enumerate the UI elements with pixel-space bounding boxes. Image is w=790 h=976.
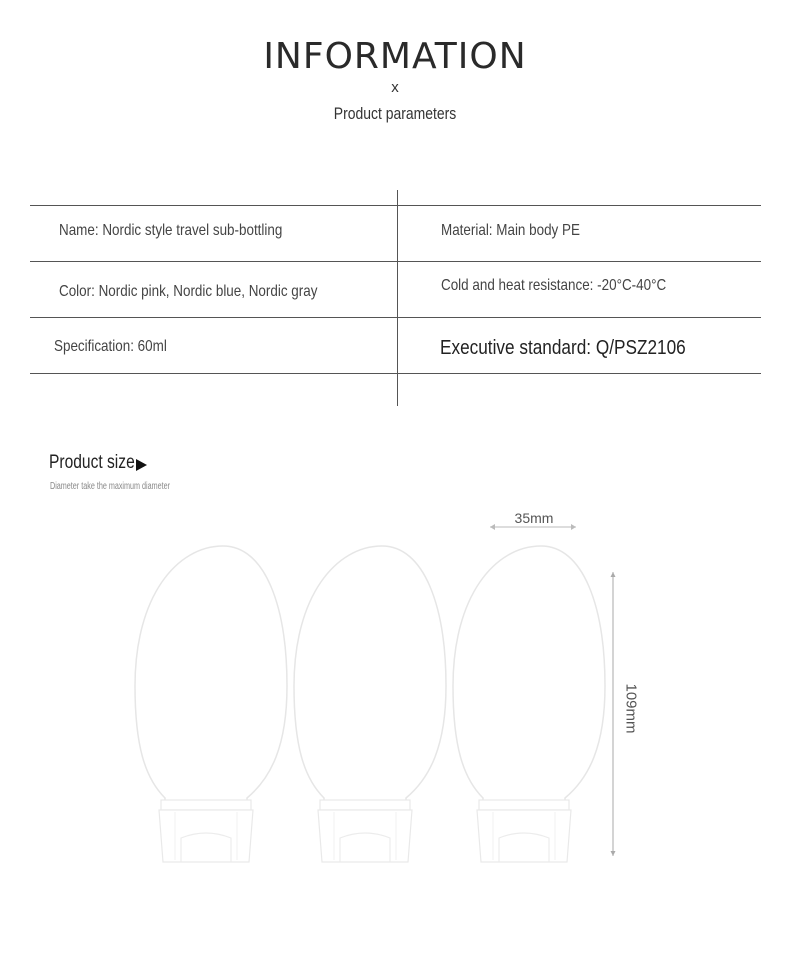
- page-subtitle: Product parameters: [333, 104, 457, 123]
- page-title: INFORMATION: [263, 36, 527, 77]
- arrow-down-icon: [611, 851, 616, 856]
- bottle-2: [294, 546, 446, 862]
- height-dimension-label: 109mm: [622, 683, 640, 734]
- param-standard: Executive standard: Q/PSZ2106: [440, 337, 686, 359]
- param-color: Color: Nordic pink, Nordic blue, Nordic gray: [59, 283, 318, 300]
- param-name: Name: Nordic style travel sub-bottling: [59, 222, 283, 239]
- product-size-note: Diameter take the maximum diameter: [50, 481, 171, 492]
- title-separator: x: [391, 79, 399, 96]
- param-resistance: Cold and heat resistance: -20°C-40°C: [441, 277, 667, 294]
- arrow-up-icon: [611, 572, 616, 577]
- bottle-3: [453, 546, 605, 862]
- width-dimension-label: 35mm: [514, 510, 554, 526]
- product-size-heading: Product size: [49, 452, 135, 473]
- bottle-1: [135, 546, 287, 862]
- param-material: Material: Main body PE: [441, 222, 580, 239]
- param-specification: Specification: 60ml: [54, 338, 167, 355]
